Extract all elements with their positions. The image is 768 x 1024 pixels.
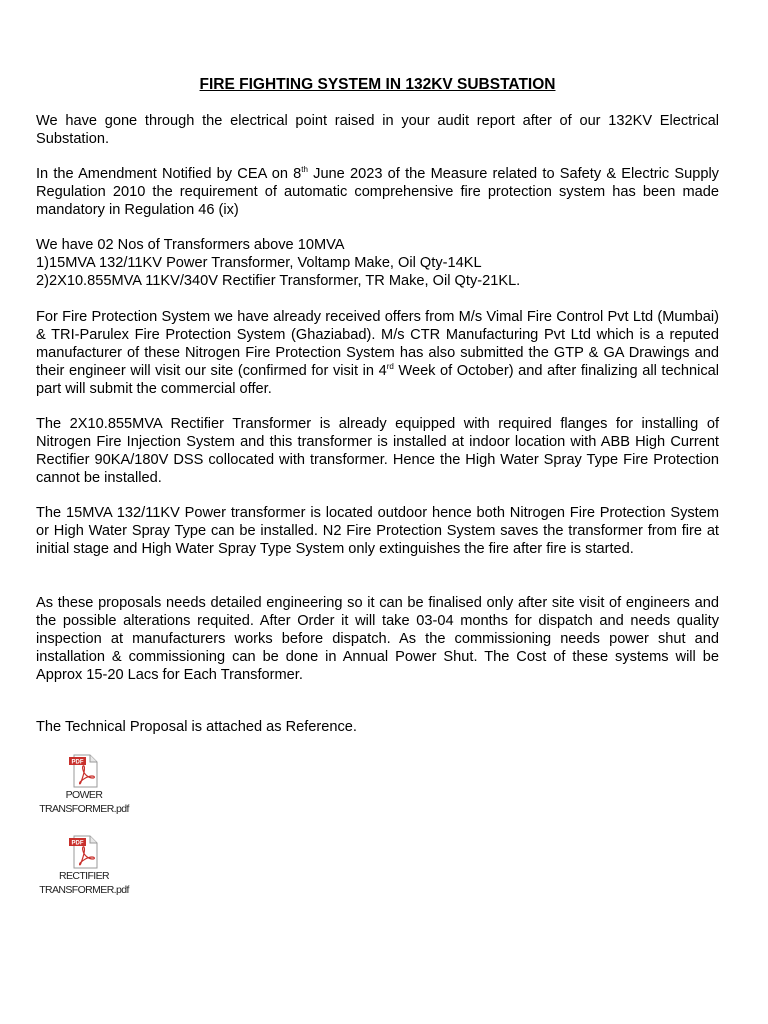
attachment-rectifier-transformer-pdf[interactable] [36, 835, 132, 897]
paragraph-transformer-list [36, 237, 719, 291]
text-run: For Fire Protection System we have already received offers from M/s Vimal Fire Control Pvt Ltd (Mumbai) & TRI-Parulex Fire Protection System (Ghaziabad). M/s CTR Manufacturing Pvt Ltd which is a reputed manufacturer of these Nitrogen Fire Protection System has also submitted the GTP & GA Drawings and their engineer will visit our site (confirmed for visit in 4 [36, 309, 719, 379]
paragraph-text: The 2X10.855MVA Rectifier Transformer is already equipped with required flanges for installing of Nitrogen Fire Injection System and this transformer is installed at indoor location with ABB High Current Rectifier 90KA/180V DSS collocated with transformer. Hence the High Water Spray Type Fire Protection cannot be installed. [36, 416, 719, 486]
pdf-file-icon [68, 835, 100, 869]
filename-line-1: POWER [65, 789, 103, 801]
attachment-power-transformer-pdf[interactable] [36, 754, 132, 816]
attachment-filename [36, 788, 132, 816]
document-title: FIRE FIGHTING SYSTEM IN 132KV SUBSTATION [199, 76, 556, 93]
text-run: In the Amendment Notified by CEA on 8 [36, 166, 302, 182]
transformer-item-1: 1)15MVA 132/11KV Power Transformer, Voltamp Make, Oil Qty-14KL [36, 254, 482, 271]
paragraph-audit-intro [36, 113, 719, 149]
filename-line-2: TRANSFORMER.pdf [39, 884, 129, 896]
paragraph-power-transformer [36, 505, 719, 559]
text-run: June 2023 of the Measure related to Safety & Electric Supply Regulation 2010 the requirement of automatic comprehensive fire protection system has been made mandatory in Regulation 46 (ix) [36, 166, 719, 218]
attachment-filename [36, 869, 132, 897]
filename-line-1: RECTIFIER [58, 870, 110, 882]
ordinal-superscript: th [301, 165, 308, 174]
transformer-count-line: We have 02 Nos of Transformers above 10MVA [36, 237, 345, 253]
paragraph-rectifier-transformer [36, 416, 719, 488]
pdf-file-icon [68, 754, 100, 788]
pdf-badge-text: PDF [71, 840, 84, 847]
paragraph-text: The Technical Proposal is attached as Reference. [36, 719, 357, 735]
pdf-badge-text: PDF [71, 759, 84, 766]
paragraph-text: As these proposals needs detailed engineering so it can be finalised only after site visit of engineers and the possible alterations requited. After Order it will take 03-04 months for dispatch and needs quality inspection at manufacturers works before dispatch. As the commissioning needs power shut and installation & commissioning can be done in Annual Power Shut. The Cost of these systems will be Approx 15-20 Lacs for Each Transformer. [36, 595, 719, 683]
paragraph-engineering-cost [36, 595, 719, 685]
paragraph-cea-amendment [36, 166, 719, 220]
transformer-item-2: 2)2X10.855MVA 11KV/340V Rectifier Transformer, TR Make, Oil Qty-21KL. [36, 272, 521, 289]
filename-line-2: TRANSFORMER.pdf [39, 803, 129, 815]
paragraph-fire-protection-offers [36, 309, 719, 399]
text-run: Week of October) and after finalizing all technical part will submit the commercial offer. [36, 362, 719, 397]
paragraph-text: We have gone through the electrical point raised in your audit report after of our 132KV Electrical Substation. [36, 113, 719, 147]
paragraph-text: The 15MVA 132/11KV Power transformer is located outdoor hence both Nitrogen Fire Protection System or High Water Spray Type can be installed. N2 Fire Protection System saves the transformer from fire at initial stage and High Water Spray Type System only extinguishes the fire after fire is started. [36, 505, 719, 557]
ordinal-superscript: rd [386, 361, 394, 371]
paragraph-attachment-note [36, 719, 719, 737]
